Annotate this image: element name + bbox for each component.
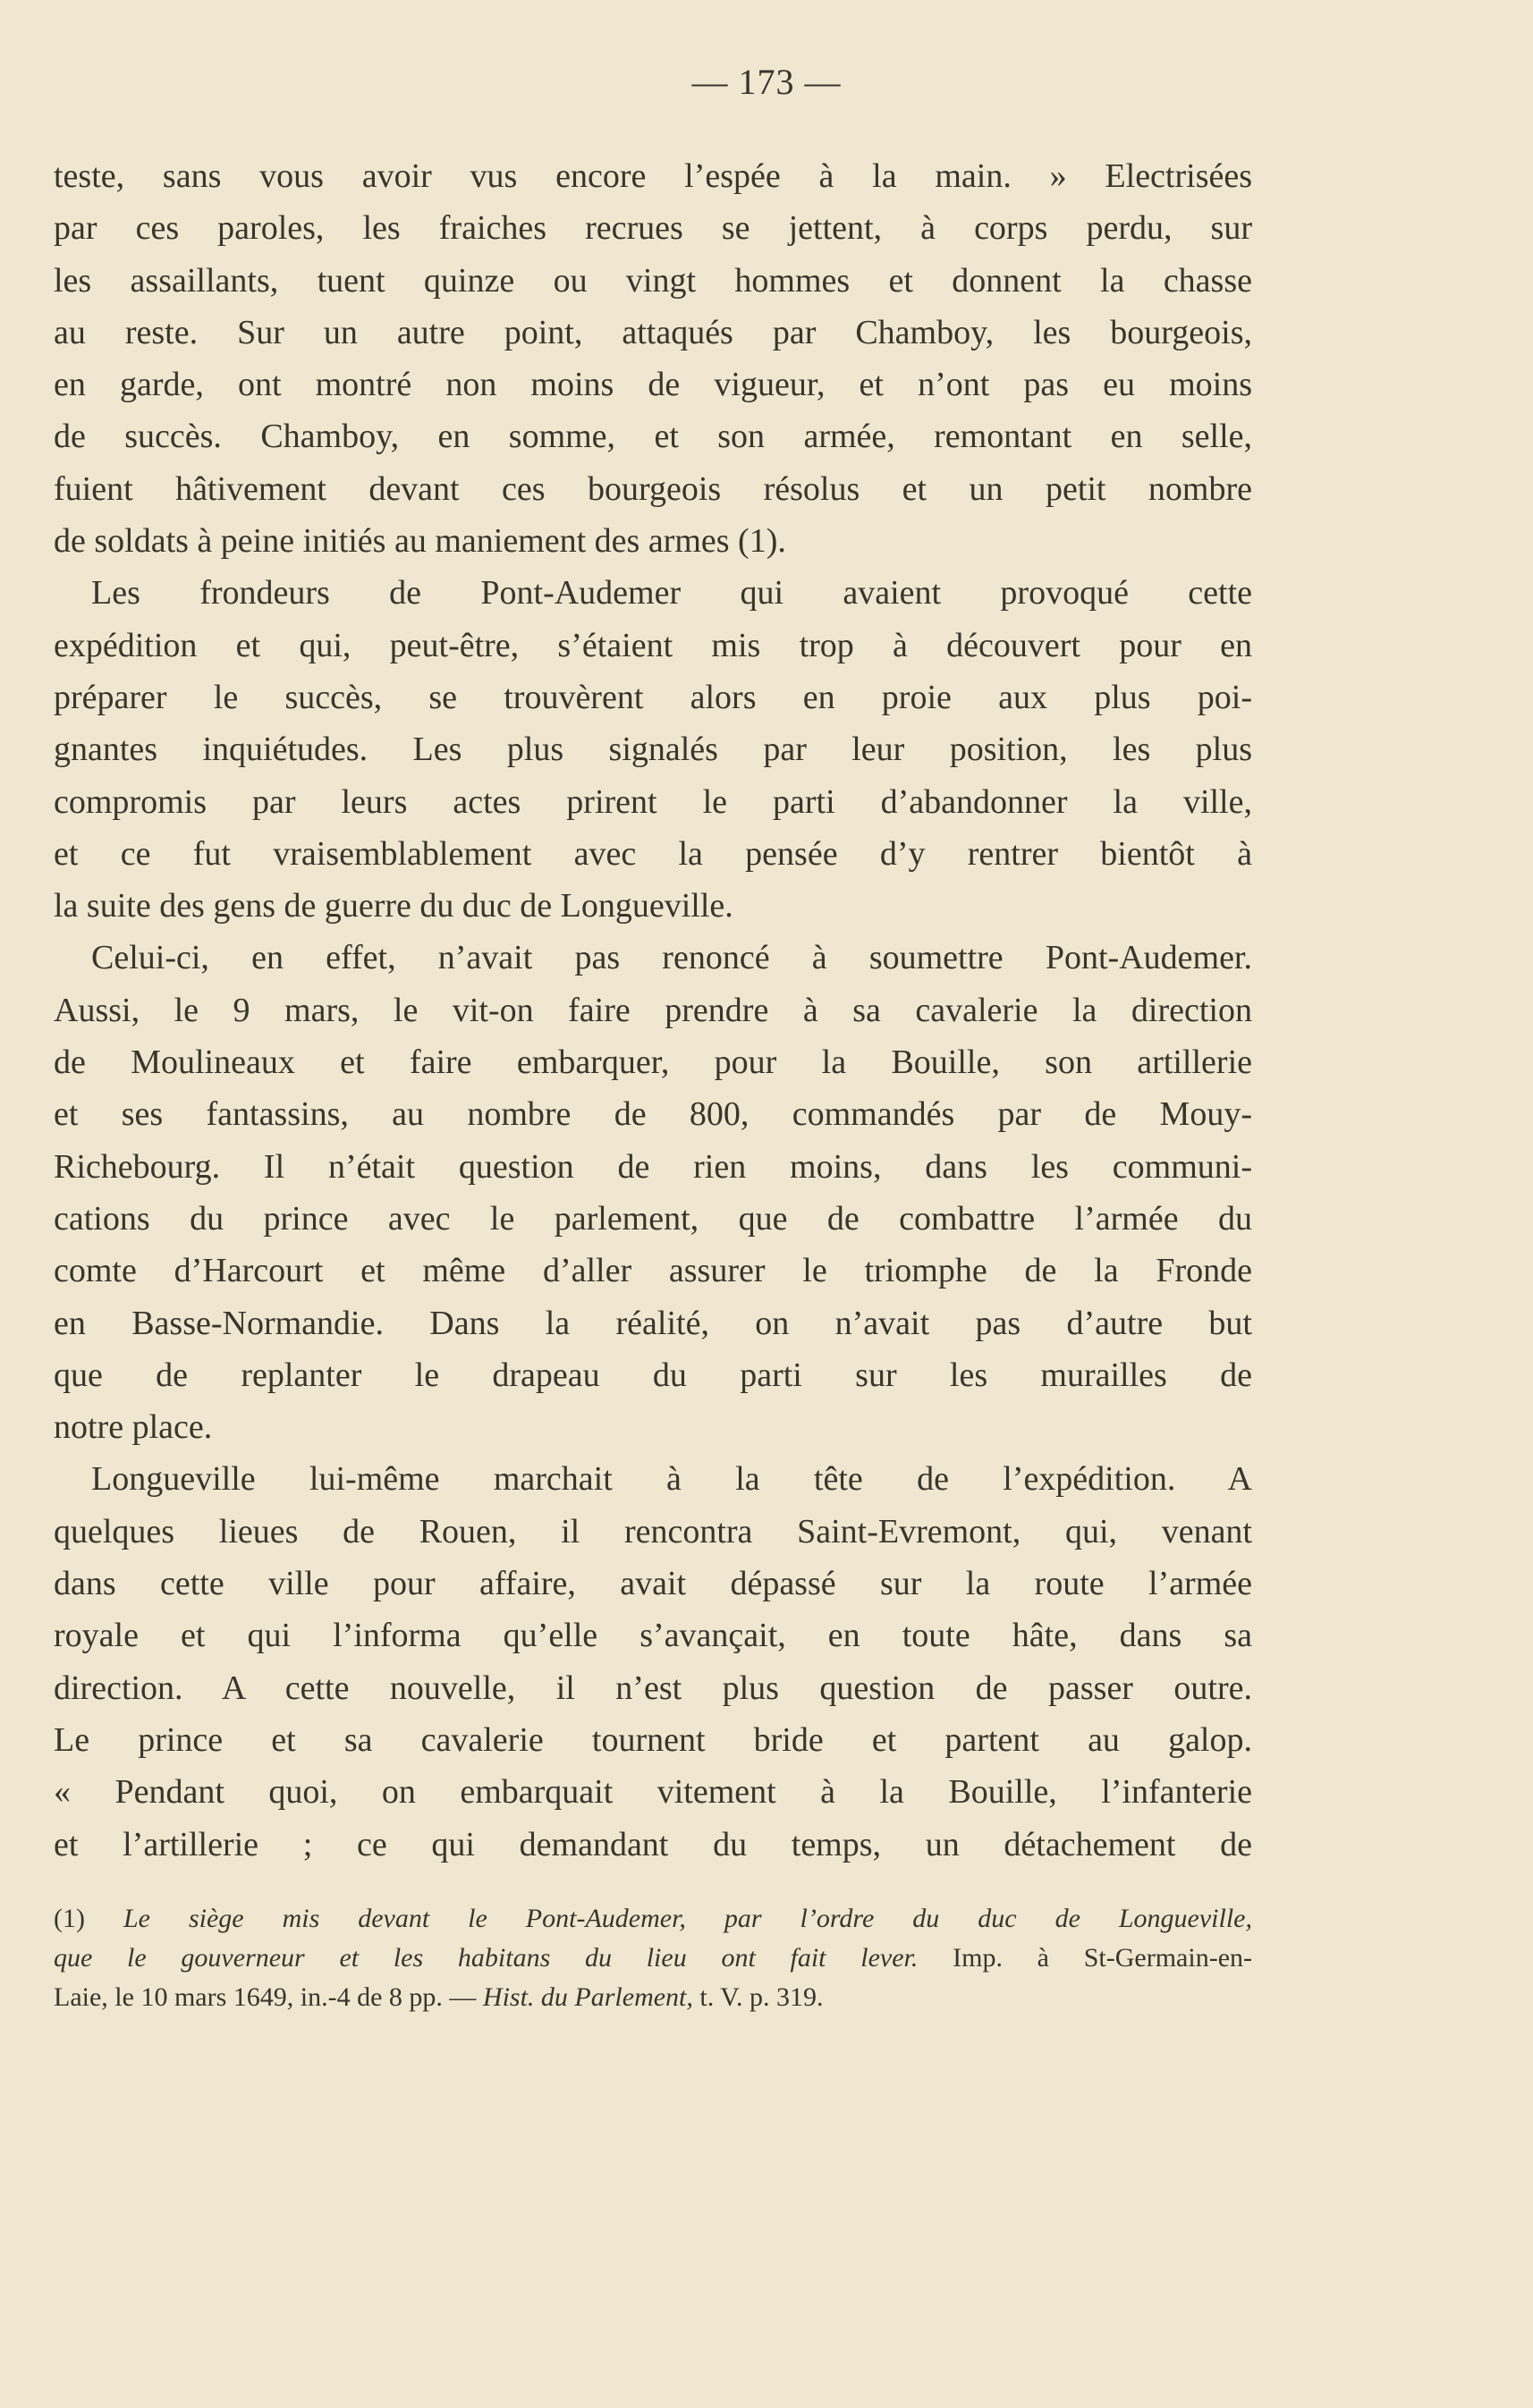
text-line: royale et qui l’informa qu’elle s’avançait, en toute hâte, dans sa xyxy=(54,1617,1252,1655)
text-line: et ses fantassins, au nombre de 800, commandés par de Mouy- xyxy=(54,1095,1252,1134)
text-line: préparer le succès, se trouvèrent alors en proie aux plus poi- xyxy=(54,678,1252,716)
text-line: de Moulineaux et faire embarquer, pour la Bouille, son artillerie xyxy=(54,1043,1252,1082)
text-line: direction. A cette nouvelle, il n’est plus question de passer outre. xyxy=(54,1669,1252,1707)
footnote-line-1 xyxy=(54,1899,1252,1939)
text-line: de succès. Chamboy, en somme, et son armée, remontant en selle, xyxy=(54,418,1252,456)
text-line: compromis par leurs actes prirent le parti d’abandonner la ville, xyxy=(54,782,1252,821)
text-line: de soldats à peine initiés au maniement des armes (1). xyxy=(54,522,786,561)
footnote-imprint: Imp. à St-Germain-en- xyxy=(953,1943,1252,1973)
text-line: la suite des gens de guerre du duc de Longueville. xyxy=(54,887,733,925)
text-line: et ce fut vraisemblablement avec la pensée d’y rentrer bientôt à xyxy=(54,834,1252,873)
text-line: cations du prince avec le parlement, que de combattre l’armée du xyxy=(54,1199,1252,1238)
text-line: « Pendant quoi, on embarquait vitement à la Bouille, l’infanterie xyxy=(54,1773,1252,1812)
text-line: Celui-ci, en effet, n’avait pas renoncé à soumettre Pont-Audemer. xyxy=(91,939,1252,977)
text-line: les assaillants, tuent quinze ou vingt hommes et donnent la chasse xyxy=(54,261,1252,300)
text-line: Le prince et sa cavalerie tournent bride et partent au galop. xyxy=(54,1720,1252,1759)
text-line: gnantes inquiétudes. Les plus signalés par leur position, les plus xyxy=(54,731,1252,769)
footnote-title-part-1: Le siège mis devant le Pont-Audemer, par l’ordre du duc de Longueville, xyxy=(123,1904,1252,1933)
text-line: au reste. Sur un autre point, attaqués par Chamboy, les bourgeois, xyxy=(54,313,1252,351)
text-line: quelques lieues de Rouen, il rencontra Saint-Evremont, qui, venant xyxy=(54,1512,1252,1550)
text-line: et l’artillerie ; ce qui demandant du temps, un détachement de xyxy=(54,1825,1252,1863)
text-line: Les frondeurs de Pont-Audemer qui avaient provoqué cette xyxy=(91,574,1252,613)
text-line: en Basse-Normandie. Dans la réalité, on n’avait pas d’autre but xyxy=(54,1304,1252,1342)
text-line: expédition et qui, peut-être, s’étaient mis trop à découvert pour en xyxy=(54,626,1252,664)
footnote-title-part-2: que le gouverneur et les habitans du lieu ont fait lever. xyxy=(54,1943,919,1973)
text-line: Aussi, le 9 mars, le vit-on faire prendre à sa cavalerie la direction xyxy=(54,991,1252,1029)
page-number: — 173 — xyxy=(691,62,842,102)
text-line: dans cette ville pour affaire, avait dépassé sur la route l’armée xyxy=(54,1565,1252,1603)
text-line: que de replanter le drapeau du parti sur les murailles de xyxy=(54,1356,1252,1394)
body-text xyxy=(54,150,1252,1871)
footnote-line-3 xyxy=(54,1978,1252,2017)
text-line: Richebourg. Il n’était question de rien moins, dans les communi- xyxy=(54,1147,1252,1186)
text-line: par ces paroles, les fraiches recrues se jettent, à corps perdu, sur xyxy=(54,209,1252,248)
footnote-source-title: Hist. du Parlement, xyxy=(482,1982,693,2012)
text-line: en garde, ont montré non moins de vigueur, et n’ont pas eu moins xyxy=(54,366,1252,404)
footnote-line-2 xyxy=(54,1939,1252,1978)
footnote xyxy=(54,1899,1252,2017)
footnote-date: Laie, le 10 mars 1649, in.-4 de 8 pp. — xyxy=(54,1982,477,2012)
footnote-source-ref: t. V. p. 319. xyxy=(699,1982,824,2012)
text-line: comte d’Harcourt et même d’aller assurer le triomphe de la Fronde xyxy=(54,1252,1252,1290)
text-line: teste, sans vous avoir vus encore l’espée à la main. » Electrisées xyxy=(54,157,1252,195)
footnote-number: (1) xyxy=(54,1904,85,1933)
text-line: notre place. xyxy=(54,1408,213,1447)
text-line: fuient hâtivement devant ces bourgeois résolus et un petit nombre xyxy=(54,469,1252,508)
text-line: Longueville lui-même marchait à la tête de l’expédition. A xyxy=(91,1460,1252,1499)
